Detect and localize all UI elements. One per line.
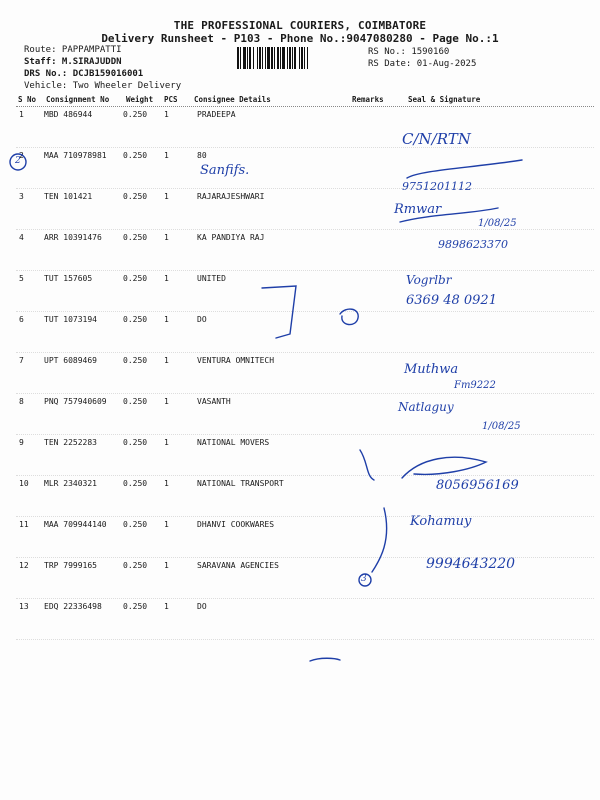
col-consignment: Consignment No — [46, 95, 110, 104]
staff-label: Staff: M.SIRAJUDDN — [24, 57, 122, 67]
row-consignee: DHANVI COOKWARES — [197, 520, 275, 529]
row-pcs: 1 — [164, 192, 169, 201]
hw-r1-sig: C/N/RTN — [402, 130, 471, 148]
row-sno: 12 — [19, 561, 29, 570]
row-sno: 2 — [19, 151, 24, 160]
hw-r11-sig: Kohamuy — [410, 514, 472, 529]
row-consignee: 80 — [197, 151, 207, 160]
row-consignment: ARR 10391476 — [44, 233, 102, 242]
hw-r5-phone: 6369 48 0921 — [406, 293, 497, 308]
hw-r4-phone: 9898623370 — [438, 238, 508, 251]
row-consignee: KA PANDIYA RAJ — [197, 233, 265, 242]
row-sno: 6 — [19, 315, 24, 324]
row-pcs: 1 — [164, 561, 169, 570]
row-consignment: MAA 709944140 — [44, 520, 107, 529]
bracket-mark — [262, 286, 296, 338]
rs-date: RS Date: 01-Aug-2025 — [368, 59, 477, 69]
runsheet-title: Delivery Runsheet - P103 - Phone No.:9047080280 - Page No.:1 — [101, 32, 499, 45]
col-remarks: Remarks — [352, 95, 384, 104]
row-consignee: PRADEEPA — [197, 110, 236, 119]
sig-stroke-10a — [360, 450, 374, 480]
row-weight: 0.250 — [123, 479, 148, 488]
row-weight: 0.250 — [123, 192, 148, 201]
row-sno: 11 — [19, 520, 29, 529]
row-consignment: TEN 2252283 — [44, 438, 97, 447]
row-consignment: TEN 101421 — [44, 192, 93, 201]
sig-stroke-10b — [402, 457, 486, 478]
row-consignment: MAA 710978981 — [44, 151, 107, 160]
col-sno: S No — [18, 95, 37, 104]
row-pcs: 1 — [164, 397, 169, 406]
row-consignee: UNITED — [197, 274, 226, 283]
vehicle-label: Vehicle: Two Wheeler Delivery — [24, 81, 182, 91]
row-sno: 13 — [19, 602, 29, 611]
row-consignment: TRP 7999165 — [44, 561, 97, 570]
rs-number: RS No.: 1590160 — [368, 47, 450, 57]
row-weight: 0.250 — [123, 274, 148, 283]
row-consignment: EDQ 22336498 — [44, 602, 102, 611]
sig-stroke-11 — [372, 508, 387, 572]
row-consignment: TUT 1073194 — [44, 315, 97, 324]
row-pcs: 1 — [164, 356, 169, 365]
row-consignee: RAJARAJESHWARI — [197, 192, 265, 201]
row-weight: 0.250 — [123, 315, 148, 324]
hw-r8-date: 1/08/25 — [482, 421, 521, 432]
hw-r10-phone: 8056956169 — [436, 478, 519, 493]
row-consignment: PNQ 757940609 — [44, 397, 107, 406]
scribble-mark — [340, 309, 358, 325]
drs-number: DRS No.: DCJB159016001 — [24, 69, 144, 79]
row-pcs: 1 — [164, 151, 169, 160]
row-pcs: 1 — [164, 274, 169, 283]
hw-mark-2: 2 — [15, 156, 21, 166]
row-sno: 3 — [19, 192, 24, 201]
hw-r7-phone: Fm9222 — [454, 380, 496, 391]
hw-r12-phone: 9994643220 — [426, 556, 516, 572]
col-pcs: PCS — [164, 95, 178, 104]
row-sno: 7 — [19, 356, 24, 365]
hw-r3-date: 1/08/25 — [478, 218, 517, 229]
row-weight: 0.250 — [123, 151, 148, 160]
row-pcs: 1 — [164, 520, 169, 529]
hw-mark-3: 3 — [361, 574, 367, 584]
hw-r3-sig: Rmwar — [394, 202, 442, 217]
row-consignment: UPT 6089469 — [44, 356, 97, 365]
row-consignment: TUT 157605 — [44, 274, 93, 283]
row-sno: 9 — [19, 438, 24, 447]
row-consignment: MLR 2340321 — [44, 479, 97, 488]
row-sno: 4 — [19, 233, 24, 242]
row-consignee: VENTURA OMNITECH — [197, 356, 275, 365]
row-pcs: 1 — [164, 602, 169, 611]
row-weight: 0.250 — [123, 356, 148, 365]
col-signature: Seal & Signature — [408, 95, 481, 104]
row-weight: 0.250 — [123, 438, 148, 447]
row-consignee: NATIONAL TRANSPORT — [197, 479, 284, 488]
row-weight: 0.250 — [123, 520, 148, 529]
row-pcs: 1 — [164, 110, 169, 119]
hw-r2-name: Sanfifs. — [200, 163, 250, 178]
row-weight: 0.250 — [123, 602, 148, 611]
row-pcs: 1 — [164, 233, 169, 242]
row-pcs: 1 — [164, 479, 169, 488]
row-pcs: 1 — [164, 438, 169, 447]
row-consignee: VASANTH — [197, 397, 231, 406]
row-sno: 1 — [19, 110, 24, 119]
row-consignee: DO — [197, 315, 207, 324]
row-weight: 0.250 — [123, 397, 148, 406]
row-consignee: SARAVANA AGENCIES — [197, 561, 279, 570]
hw-r2-phone: 9751201112 — [402, 180, 472, 193]
route-label: Route: PAPPAMPATTI — [24, 45, 122, 55]
row-sno: 8 — [19, 397, 24, 406]
stray-stroke — [310, 658, 340, 661]
row-sno: 5 — [19, 274, 24, 283]
col-consignee: Consignee Details — [194, 95, 271, 104]
hw-r8-sig: Natlaguy — [398, 400, 454, 414]
row-weight: 0.250 — [123, 233, 148, 242]
company-name: THE PROFESSIONAL COURIERS, COIMBATORE — [173, 19, 427, 32]
hw-r5-sig: Vogrlbr — [406, 273, 452, 287]
row-weight: 0.250 — [123, 110, 148, 119]
row-consignment: MBD 486944 — [44, 110, 93, 119]
row-pcs: 1 — [164, 315, 169, 324]
sig-stroke-2 — [407, 160, 522, 178]
hw-r7-sig: Muthwa — [404, 362, 459, 377]
row-consignee: NATIONAL MOVERS — [197, 438, 270, 447]
row-weight: 0.250 — [123, 561, 148, 570]
col-weight: Weight — [126, 95, 154, 104]
row-consignee: DO — [197, 602, 207, 611]
row-sno: 10 — [19, 479, 29, 488]
